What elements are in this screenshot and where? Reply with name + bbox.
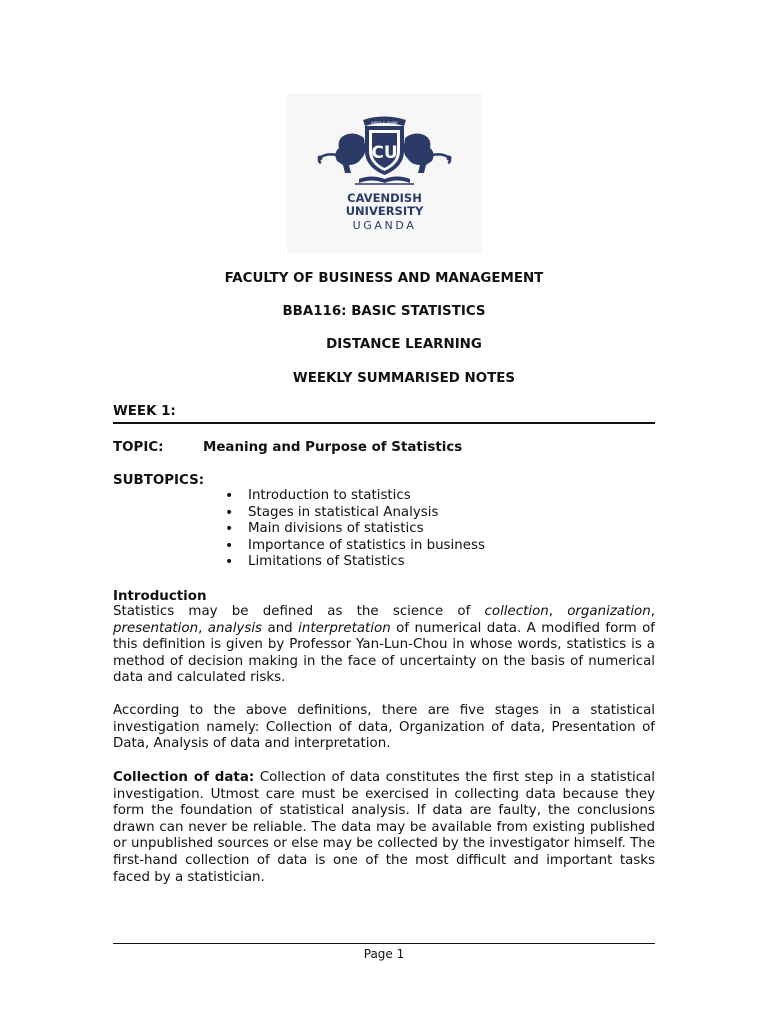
text-run: of numerical data. A modified form of this definition is given by Professor Yan-Lun-Chou in whose words, statistics is a method of decision making in the face of uncertainty on the basis of numerical data and calculated risks. <box>113 620 656 686</box>
learning-mode: DISTANCE LEARNING <box>326 337 482 352</box>
text-run-italic: presentation <box>113 620 199 636</box>
crest-monogram: CU <box>371 143 398 163</box>
text-run-italic: analysis <box>207 620 263 636</box>
motto-band-text: ARISE & SHINE <box>371 121 398 125</box>
text-run: and <box>262 620 299 636</box>
list-item: • Main divisions of statistics <box>225 521 485 538</box>
text-run-italic: collection <box>484 604 549 619</box>
footer-divider <box>113 943 655 944</box>
collection-paragraph <box>113 770 655 886</box>
text-run: , <box>198 620 208 636</box>
stages-paragraph: According to the above definitions, there are five stages in a statistical investigation namely: Collection of data, Organization of data, Presentation of Data, Analysis of data and interpretation. <box>113 703 655 752</box>
topic-title: Meaning and Purpose of Statistics <box>203 440 463 455</box>
list-item: • Limitations of Statistics <box>225 554 485 571</box>
university-crest-icon <box>287 93 482 253</box>
list-item: • Importance of statistics in business <box>225 538 485 555</box>
list-item: • Introduction to statistics <box>225 488 485 505</box>
text-run: , <box>548 604 568 619</box>
collection-label: Collection of data: <box>113 770 255 785</box>
page-number: Page 1 <box>363 947 405 961</box>
text-run: Statistics may be defined as the science of <box>113 604 485 619</box>
logo-line-university: UNIVERSITY <box>345 204 424 218</box>
notes-title: WEEKLY SUMMARISED NOTES <box>292 371 516 386</box>
subtopics-list <box>225 488 485 571</box>
collection-text: Collection of data constitutes the first step in a statistical investigation. Utmost care must be exercised in collecting data because they form the foundation of statistical analysis. If data are faulty, the conclusions drawn can never be reliable. The data may be available from existing published or unpublished sources or else may be collected by the investigator himself. The first-hand collection of data is one of the most difficult and important tasks faced by a statistician. <box>113 770 656 885</box>
text-run: , <box>650 604 655 619</box>
week-heading: WEEK 1: <box>113 403 655 424</box>
subtopics-label: SUBTOPICS: <box>113 473 205 488</box>
university-logo <box>287 93 482 253</box>
faculty-title: FACULTY OF BUSINESS AND MANAGEMENT <box>224 271 544 286</box>
logo-line-cavendish: CAVENDISH <box>347 191 422 205</box>
text-run-italic: organization <box>567 604 651 619</box>
introduction-heading: Introduction <box>113 589 207 604</box>
topic-row <box>113 439 463 456</box>
text-run-italic: interpretation <box>298 620 391 636</box>
list-item: • Stages in statistical Analysis <box>225 505 485 522</box>
course-title: BBA116: BASIC STATISTICS <box>282 304 486 319</box>
logo-line-uganda: UGANDA <box>352 219 417 232</box>
introduction-paragraph <box>113 604 655 687</box>
topic-label: TOPIC: <box>113 440 164 455</box>
